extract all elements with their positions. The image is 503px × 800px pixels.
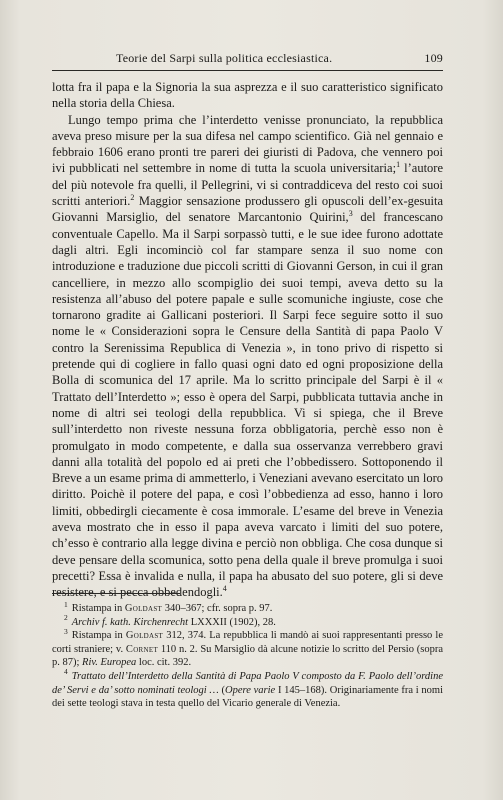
footnotes xyxy=(52,599,443,711)
footnote-rule xyxy=(52,593,180,594)
footnote-1: $^1$ Ristampa in Goldast 340–367; cfr. sopra p. 97. xyxy=(64,599,273,614)
paragraph-main: Lungo tempo prima che l’interdetto venisse pronunciato, la repubblica aveva preso misure per la sua difesa nel campo scientifico. Già nel gennaio e febbraio 1606 erano pronti tre pareri dei giuristi di Padova, che vennero poi ivi pubblicati nel settembre in nome di tutta la scuola universitaria;$^1$ l’autore del più notevole fra quelli, il Pellegrini, vi si contraddiceva del resto coi suoi scritti anteriori.$^2$ Maggior sensazione produssero gli opuscoli dell’ex-gesuita Giovanni Marsiglio, del senatore Marcantonio Quirini,$^3$ del francescano conventuale Capello. Ma il Sarpi sorpassò tutti, e le sue idee furono adottate dagli altri. Egli incominciò col far stampare senza il suo nome con introduzione e traduzione due piccoli scritti di Giovanni Gerson, in cui il gran cancelliere, in mezzo allo scompiglio dei suoi tempi, aveva detto su la resistenza all’abuso del potere papale e sulle scomuniche ingiuste, cose che tornarono gradite ai Gallicani posteriori. Il Sarpi fece seguire sotto il suo nome le « Considerazioni sopra le Censure della Santità di papa Paolo V contro la Serenissima Republica di Venezia », in tono privo di rispetto si pretende qui di cogliere in fallo quasi ogni dato ed ogni proposizione della Bolla di scomunica del 17 aprile. Ma lo scritto principale del Sarpi è il « Trattato dell’Interdetto »; esso è opera del Sarpi, pubblicata tuttavia anche in nome di altri sei teologi della repubblica. Vi si spiega, che il Breve sull’interdetto non riveste nessuna forza obbligatoria, perchè esso non è promulgato in modo competente, e dalla sua osservanza verrebbero gravi danni alla totalità del popolo ed ai preti che l’obbedissero. Sottoponendo il Breve a un esame prima di ammetterlo, i Veneziani avevano esercitato un loro diritto. Poichè il potere del papa, e così l’obbedienza ad esso, hanno i loro limiti, obbedirgli ciecamente è cosa immorale. L’esame del breve in Venezia aveva mostrato che in esso il papa aveva varcato i limiti del suo potere, ch’esso è contrario alla legge divina e perciò non obbliga. Che cosa dunque si deve pensare della scomunica, sotto pena della quale il breve promulga i suoi precetti? Essa è invalida e nulla, il papa ha abusato del suo potere, gli si deve resistere, e si pecca obbedendogli.$^4$ xyxy=(52,112,444,600)
footnote-ref-4[interactable]: 4 xyxy=(222,584,227,594)
header-rule xyxy=(52,70,443,71)
paragraph-continuation: lotta fra il papa e la Signoria la sua asprezza e il suo caratteristico significato nella storia della Chiesa. xyxy=(52,80,443,111)
page-number: 109 xyxy=(424,51,443,65)
footnote-3: $^3$ Ristampa in Goldast 312, 374. La repubblica li mandò ai suoi rappresentanti presso le corti straniere; v. Cornet 110 n. 2. Su Marsiglio dà alcune notizie lo scritto del Persio (sopra p. 87); Riv. Europea loc. cit. 392. xyxy=(52,626,443,669)
footnote-4: $^4$ Trattato dell’Interdetto della Santità di Papa Paolo V composto da F. Paolo dell’ordine de’ Servi e da’ sotto nominati teologi … (Opere varie I 145–168). Originariamente fra i nomi dei sette teologi stava in testa quello del Vicario generale di Venezia. xyxy=(52,667,443,710)
running-header xyxy=(52,51,443,67)
footnote-ref-1[interactable]: 1 xyxy=(396,160,401,170)
footnote-ref-3[interactable]: 3 xyxy=(348,209,353,219)
footnote-2: $^2$ Archiv f. kath. Kirchenrecht LXXXII (1902), 28. xyxy=(64,613,276,628)
main-text xyxy=(52,79,443,601)
running-title: Teorie del Sarpi sulla politica ecclesiastica. xyxy=(116,51,333,65)
footnote-ref-2[interactable]: 2 xyxy=(130,192,135,202)
